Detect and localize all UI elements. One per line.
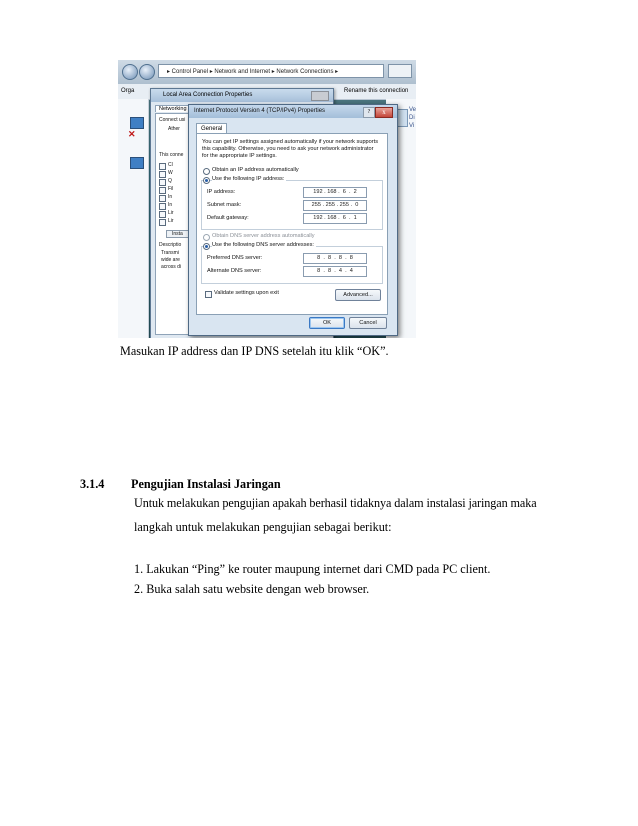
default-gateway-field[interactable]: 192 . 168 . 6 . 1 (303, 213, 367, 224)
component-item: Lir (168, 218, 174, 224)
use-ip-label: Use the following IP address: (212, 176, 285, 182)
ip-address-label: IP address: (207, 189, 236, 195)
back-icon[interactable] (122, 64, 138, 80)
figure-caption: Masukan IP address dan IP DNS setelah itu klik “OK”. (120, 344, 389, 358)
adapter-name: Ather (168, 126, 180, 132)
network-adapter-icon (130, 157, 144, 169)
validate-checkbox[interactable] (205, 291, 212, 298)
default-gateway-label: Default gateway: (207, 215, 249, 221)
section-number: 3.1.4 (80, 477, 105, 491)
obtain-ip-radio[interactable] (203, 168, 210, 175)
search-icon[interactable] (388, 64, 412, 78)
connections-list-left (118, 99, 149, 338)
detail-text: Vi (409, 123, 415, 129)
component-item: In (168, 202, 173, 208)
advanced-button[interactable]: Advanced... (335, 289, 381, 301)
lac-title: Local Area Connection Properties (151, 89, 333, 102)
tab-networking[interactable]: Networking (155, 105, 191, 112)
component-item: W (168, 170, 173, 176)
item-checkbox[interactable] (159, 219, 166, 226)
ipv4-properties-dialog (188, 104, 398, 336)
detail-text: Ve (409, 107, 416, 113)
use-ip-radio[interactable] (203, 177, 210, 184)
use-dns-label: Use the following DNS server addresses: (212, 242, 314, 248)
item-checkbox[interactable] (159, 203, 166, 210)
item-checkbox[interactable] (159, 195, 166, 202)
item-checkbox[interactable] (159, 163, 166, 170)
paragraph-line: Untuk melakukan pengujian apakah berhasil tidaknya dalam instalasi jaringan maka (134, 496, 537, 510)
network-adapter-icon (130, 117, 144, 129)
description-text: across di (161, 264, 182, 270)
alternate-dns-label: Alternate DNS server: (207, 268, 262, 274)
close-icon[interactable] (311, 91, 329, 101)
subnet-mask-field[interactable]: 255 . 255 . 255 . 0 (303, 200, 367, 211)
screenshot-figure (118, 60, 416, 338)
forward-icon[interactable] (139, 64, 155, 80)
section-title: Pengujian Instalasi Jaringan (131, 477, 281, 491)
intro-text: You can get IP settings assigned automatically if your network supports (202, 139, 378, 145)
address-field[interactable]: ▸ Control Panel ▸ Network and Internet ▸ Network Connections ▸ (158, 64, 384, 78)
ipv4-title: Internet Protocol Version 4 (TCP/IPv4) Properties (189, 105, 397, 118)
description-label: Descriptio (159, 242, 182, 248)
ok-button[interactable]: OK (309, 317, 345, 329)
ip-address-field[interactable]: 192 . 168 . 6 . 2 (303, 187, 367, 198)
item-checkbox[interactable] (159, 187, 166, 194)
obtain-dns-label: Obtain DNS server address automatically (212, 233, 315, 239)
component-item: Lir (168, 210, 174, 216)
tab-general[interactable]: General (196, 123, 227, 134)
component-item: In (168, 194, 173, 200)
item-checkbox[interactable] (159, 171, 166, 178)
cancel-button[interactable]: Cancel (349, 317, 387, 329)
general-pane (196, 133, 388, 315)
description-text: wide are (161, 257, 180, 263)
component-item: Q (168, 178, 172, 184)
close-button[interactable]: x (375, 107, 393, 118)
alternate-dns-field[interactable]: 8 . 8 . 4 . 4 (303, 266, 367, 277)
item-checkbox[interactable] (159, 179, 166, 186)
item-checkbox[interactable] (159, 211, 166, 218)
help-button[interactable]: ? (363, 107, 375, 118)
organize-menu[interactable]: Orga (121, 88, 135, 94)
list-item: 2. Buka salah satu website dengan web browser. (134, 582, 370, 596)
this-connection-label: This conne (159, 152, 184, 158)
disabled-x-icon: ✕ (128, 129, 136, 139)
paragraph-line: langkah untuk melakukan pengujian sebagai berikut: (134, 520, 392, 534)
connect-using-label: Connect usi (159, 117, 186, 123)
component-item: Fil (168, 186, 174, 192)
subnet-mask-label: Subnet mask: (207, 202, 242, 208)
preferred-dns-label: Preferred DNS server: (207, 255, 263, 261)
obtain-ip-label: Obtain an IP address automatically (212, 167, 299, 173)
rename-connection-button[interactable]: Rename this connection (344, 88, 409, 94)
intro-text: this capability. Otherwise, you need to ask your network administrator (202, 146, 374, 152)
explorer-address-bar (118, 60, 416, 84)
intro-text: for the appropriate IP settings. (202, 153, 277, 159)
list-item: 1. Lakukan “Ping” ke router maupung internet dari CMD pada PC client. (134, 562, 491, 576)
preferred-dns-field[interactable]: 8 . 8 . 8 . 8 (303, 253, 367, 264)
component-item: Cl (168, 162, 173, 168)
validate-label: Validate settings upon exit (214, 290, 279, 296)
obtain-dns-radio[interactable] (203, 234, 210, 241)
description-text: Transmi (161, 250, 179, 256)
use-dns-radio[interactable] (203, 243, 210, 250)
detail-text: Di (409, 115, 415, 121)
install-button[interactable]: Insta (166, 230, 189, 238)
dns-group (201, 246, 383, 284)
